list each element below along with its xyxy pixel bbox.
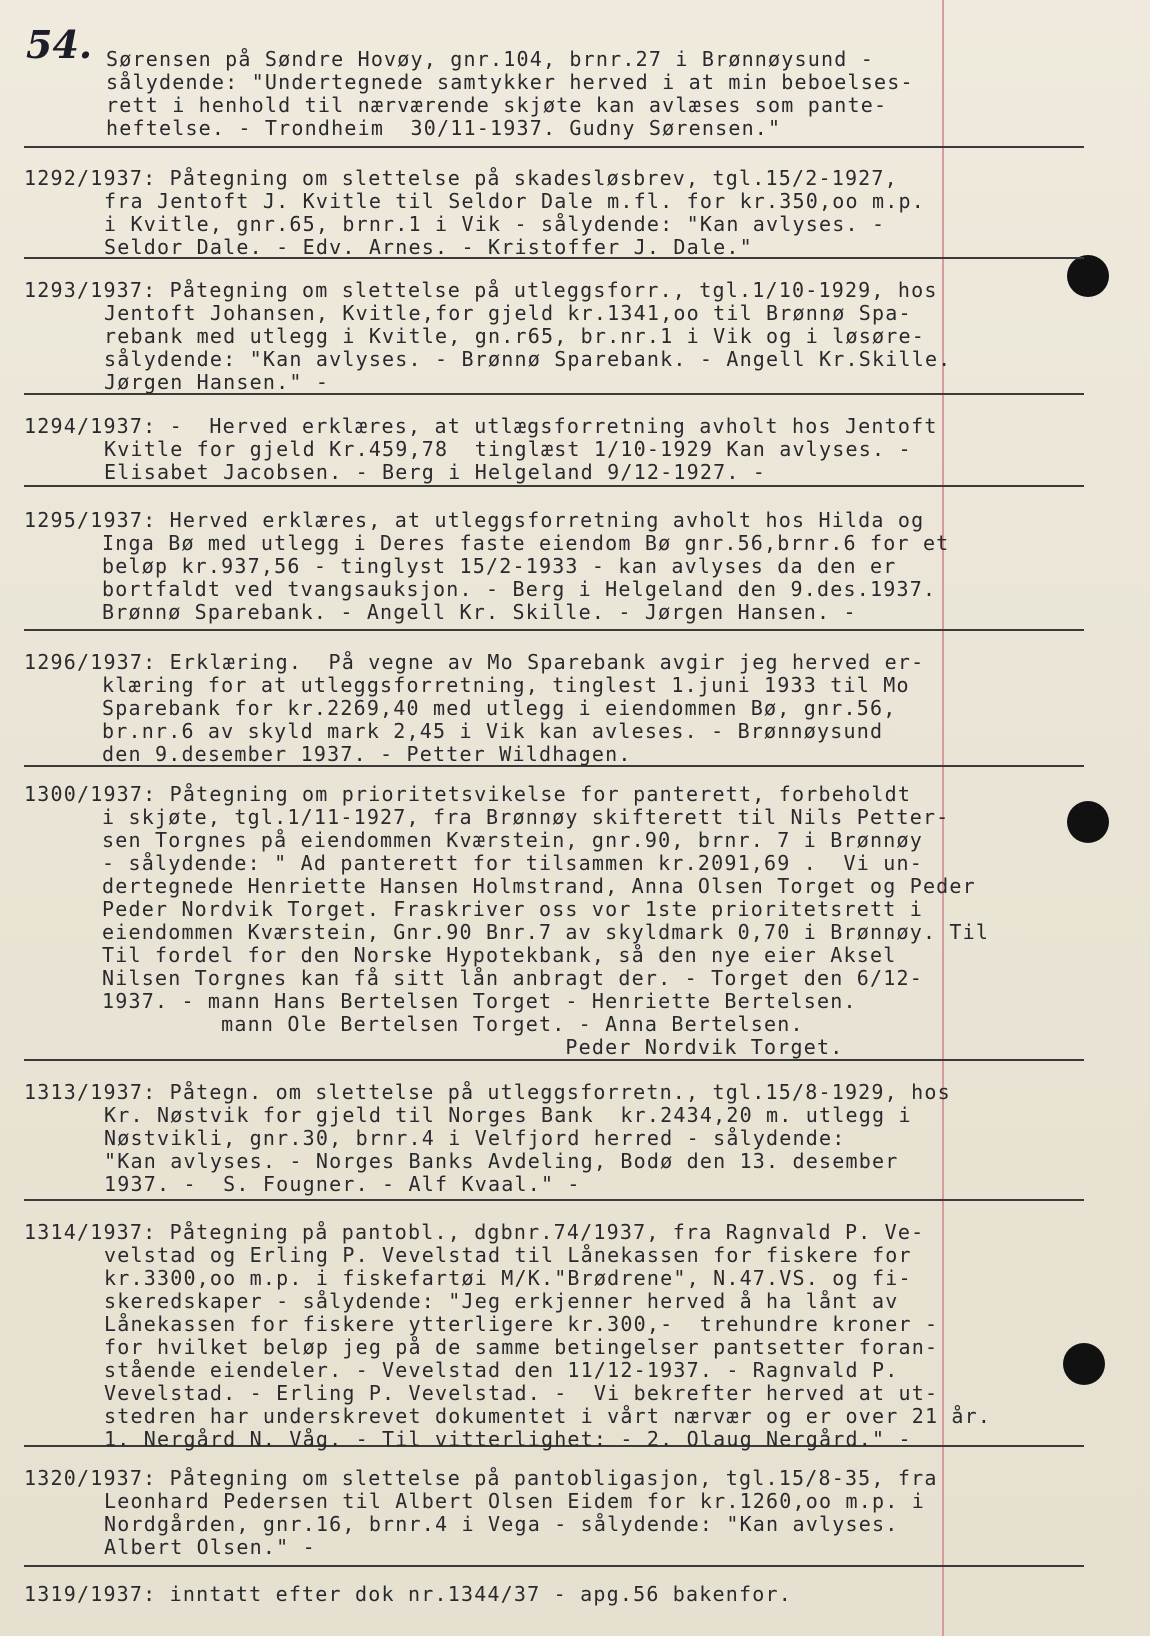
page-number: 54. [26,22,93,67]
entry-line: Peder Nordvik Torget. [102,1035,844,1059]
entry-line: 1937. - S. Fougner. - Alf Kvaal." - [104,1172,581,1196]
entry-line: stedren har underskrevet dokumentet i vårt nærvær og er over 21 år. [104,1404,992,1428]
punch-hole [1063,1343,1105,1385]
entry-line: "Kan avlyses. - Norges Banks Avdeling, Bodø den 13. desember [104,1149,899,1173]
entry-line: 1. Nergård N. Våg. - Til vitterlighet: - 2. Olaug Nergård." - [104,1427,912,1451]
entry-first-line: 1319/1937: inntatt efter dok nr.1344/37 - apg.56 bakenfor. [24,1582,792,1606]
entry-line: klæring for at utleggsforretning, tinglest 1.juni 1933 til Mo [102,673,910,697]
entry-line: Kr. Nøstvik for gjeld til Norges Bank kr.2434,20 m. utlegg i [104,1103,912,1127]
divider [24,1565,1084,1567]
entry-line: Brønnø Sparebank. - Angell Kr. Skille. - Jørgen Hansen. - [102,600,857,624]
entry-line: sålydende: "Undertegnede samtykker herved i at min beboelses- [106,70,914,94]
divider [24,1059,1084,1061]
entry-line: rebank med utlegg i Kvitle, gn.r65, br.nr.1 i Vik og i løsøre- [104,324,925,348]
entry-line: Sparebank for kr.2269,40 med utlegg i eiendommen Bø, gnr.56, [102,696,897,720]
punch-hole [1067,801,1109,843]
entry-first-line: 1314/1937: Påtegning på pantobl., dgbnr.74/1937, fra Ragnvald P. Ve- [24,1220,925,1244]
entry-first-line: 1296/1937: Erklæring. På vegne av Mo Sparebank avgir jeg herved er- [24,650,925,674]
entry-first-line: 1293/1937: Påtegning om slettelse på utleggsforr., tgl.1/10-1929, hos [24,278,938,302]
divider [24,146,1084,148]
entry-line: Kvitle for gjeld Kr.459,78 tinglæst 1/10-1929 Kan avlyses. - [104,437,912,461]
entry-line: Nordgården, gnr.16, brnr.4 i Vega - sålydende: "Kan avlyses. [104,1512,899,1536]
entry-line: sen Torgnes på eiendommen Kværstein, gnr.90, brnr. 7 i Brønnøy [102,828,923,852]
entry-first-line: 1313/1937: Påtegn. om slettelse på utleggsforretn., tgl.15/8-1929, hos [24,1080,951,1104]
entry-line: sålydende: "Kan avlyses. - Brønnø Sparebank. - Angell Kr.Skille. [104,347,952,371]
divider [24,485,1084,487]
entry-first-line: 1295/1937: Herved erklæres, at utleggsforretning avholt hos Hilda og [24,508,925,532]
entry-line: den 9.desember 1937. - Petter Wildhagen. [102,742,632,766]
entry-line: velstad og Erling P. Vevelstad til Lånekassen for fiskere for [104,1243,912,1267]
entry-line: for hvilket beløp jeg på de samme betingelser pantsetter foran- [104,1335,939,1359]
punch-hole [1067,255,1109,297]
entry-line: Inga Bø med utlegg i Deres faste eiendom Bø gnr.56,brnr.6 for et [102,531,950,555]
entry-line: Elisabet Jacobsen. - Berg i Helgeland 9/12-1927. - [104,460,767,484]
entry-line: Albert Olsen." - [104,1535,316,1559]
entry-line: - sålydende: " Ad panterett for tilsammen kr.2091,69 . Vi un- [102,851,923,875]
entry-line: i Kvitle, gnr.65, brnr.1 i Vik - sålydende: "Kan avlyses. - [104,212,886,236]
entry-first-line: 1292/1937: Påtegning om slettelse på skadesløsbrev, tgl.15/2-1927, [24,166,898,190]
entry-line: fra Jentoft J. Kvitle til Seldor Dale m.fl. for kr.350,oo m.p. [104,189,925,213]
entry-line: Leonhard Pedersen til Albert Olsen Eidem for kr.1260,oo m.p. i [104,1489,925,1513]
entry-first-line: 1300/1937: Påtegning om prioritetsvikelse for panterett, forbeholdt [24,782,912,806]
entry-first-line: 1320/1937: Påtegning om slettelse på pantobligasjon, tgl.15/8-35, fra [24,1466,938,1490]
divider [24,629,1084,631]
entry-line: Vevelstad. - Erling P. Vevelstad. - Vi bekrefter herved at ut- [104,1381,939,1405]
entry-line: br.nr.6 av skyld mark 2,45 i Vik kan avleses. - Brønnøysund [102,719,884,743]
entry-line: Nilsen Torgnes kan få sitt lån anbragt der. - Torget den 6/12- [102,966,923,990]
entry-line: i skjøte, tgl.1/11-1927, fra Brønnøy skifterett til Nils Petter- [102,805,950,829]
entry-line: heftelse. - Trondheim 30/11-1937. Gudny Sørensen." [106,116,782,140]
entry-line: Jentoft Johansen, Kvitle,for gjeld kr.1341,oo til Brønnø Spa- [104,301,912,325]
entry-line: skeredskaper - sålydende: "Jeg erkjenner herved å ha lånt av [104,1289,899,1313]
entry-line: Til fordel for den Norske Hypotekbank, så den nye eier Aksel [102,943,897,967]
divider [24,1199,1084,1201]
entry-first-line: 1294/1937: - Herved erklæres, at utlægsforretning avholt hos Jentoft [24,414,938,438]
entry-line: eiendommen Kværstein, Gnr.90 Bnr.7 av skyldmark 0,70 i Brønnøy. Til [102,920,990,944]
entry-line: Seldor Dale. - Edv. Arnes. - Kristoffer J. Dale." [104,235,753,259]
entry-line: mann Ole Bertelsen Torget. - Anna Bertelsen. [102,1012,804,1036]
entry-line: dertegnede Henriette Hansen Holmstrand, Anna Olsen Torget og Peder [102,874,976,898]
entry-line: Nøstvikli, gnr.30, brnr.4 i Velfjord herred - sålydende: [104,1126,846,1150]
entry-line: kr.3300,oo m.p. i fiskefartøi M/K."Brødrene", N.47.VS. og fi- [104,1266,912,1290]
entry-line: beløp kr.937,56 - tinglyst 15/2-1933 - kan avlyses da den er [102,554,897,578]
entry-line: Jørgen Hansen." - [104,370,330,394]
entry-first-line: Sørensen på Søndre Hovøy, gnr.104, brnr.27 i Brønnøysund - [106,47,874,71]
entry-line: Peder Nordvik Torget. Fraskriver oss vor 1ste prioritetsrett i [102,897,923,921]
entry-line: 1937. - mann Hans Bertelsen Torget - Henriette Bertelsen. [102,989,857,1013]
entry-line: stående eiendeler. - Vevelstad den 11/12-1937. - Ragnvald P. [104,1358,899,1382]
entry-line: bortfaldt ved tvangsauksjon. - Berg i Helgeland den 9.des.1937. [102,577,937,601]
entry-line: rett i henhold til nærværende skjøte kan avlæses som pante- [106,93,888,117]
entry-line: Lånekassen for fiskere ytterligere kr.300,- trehundre kroner - [104,1312,939,1336]
